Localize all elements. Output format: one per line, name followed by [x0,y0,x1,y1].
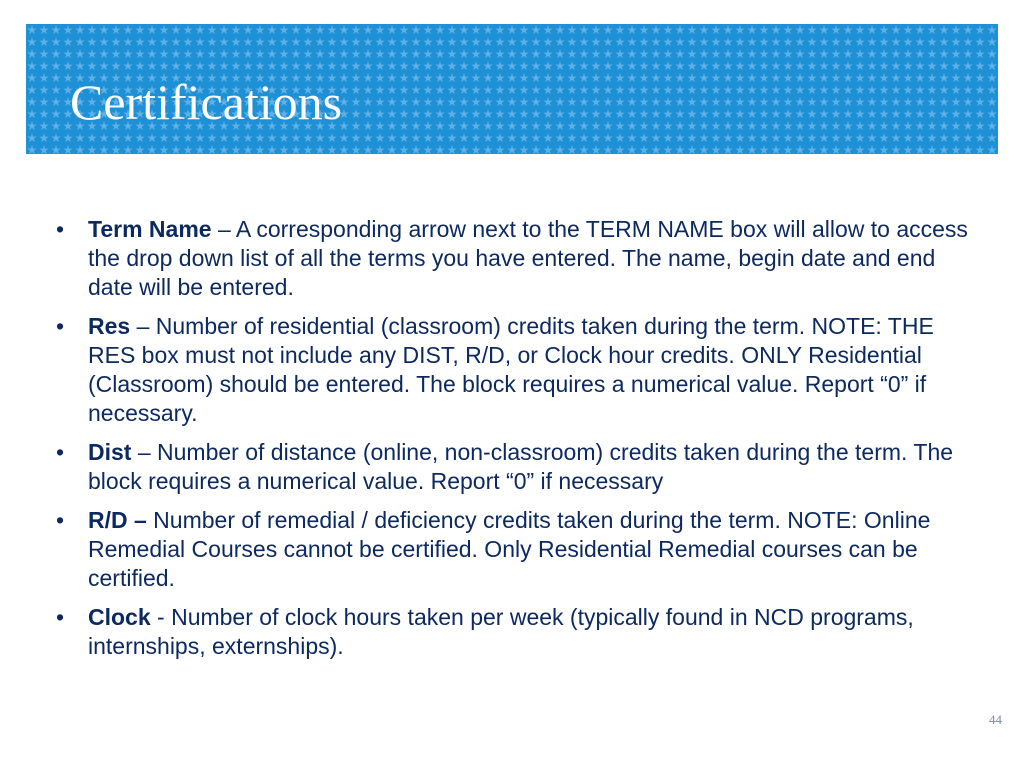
bullet-text: - Number of clock hours taken per week (typically found in NCD programs, internships, externships). [88,604,914,659]
bullet-text: – Number of residential (classroom) credits taken during the term. NOTE: THE RES box must not include any DIST, R/D, or Clock hour credits. ONLY Residential (Classroom) should be entered. The block requires a numerical value. Report “0” if necessary. [88,313,934,426]
bullet-term: Dist [88,439,132,465]
bullet-item-term-name [56,215,986,302]
bullet-term: Clock [88,604,151,630]
bullet-term: Term Name [88,216,212,242]
slide-title: Certifications [70,74,343,130]
bullet-item-rd [56,506,986,593]
bullet-item-dist [56,438,986,496]
bullet-dot: • [56,313,65,339]
bullet-text: Number of remedial / deficiency credits taken during the term. NOTE: Online Remedial Courses cannot be certified. Only Residential Remedial courses can be certified. [88,507,931,591]
bullet-dot: • [56,439,65,465]
page-number: 44 [989,712,1002,727]
bullet-dot: • [56,507,65,533]
bullet-text: – Number of distance (online, non-classroom) credits taken during the term. The block requires a numerical value. Report “0” if necessary [88,439,954,494]
bullet-list [56,215,986,671]
bullet-term: Res [88,313,131,339]
title-banner [26,24,998,154]
bullet-text: – A corresponding arrow next to the TERM NAME box will allow to access the drop down list of all the terms you have entered. The name, begin date and end date will be entered. [88,216,968,300]
bullet-term: R/D – [88,507,147,533]
bullet-dot: • [56,216,65,242]
bullet-dot: • [56,604,65,630]
bullet-item-clock [56,603,986,661]
bullet-item-res [56,312,986,428]
